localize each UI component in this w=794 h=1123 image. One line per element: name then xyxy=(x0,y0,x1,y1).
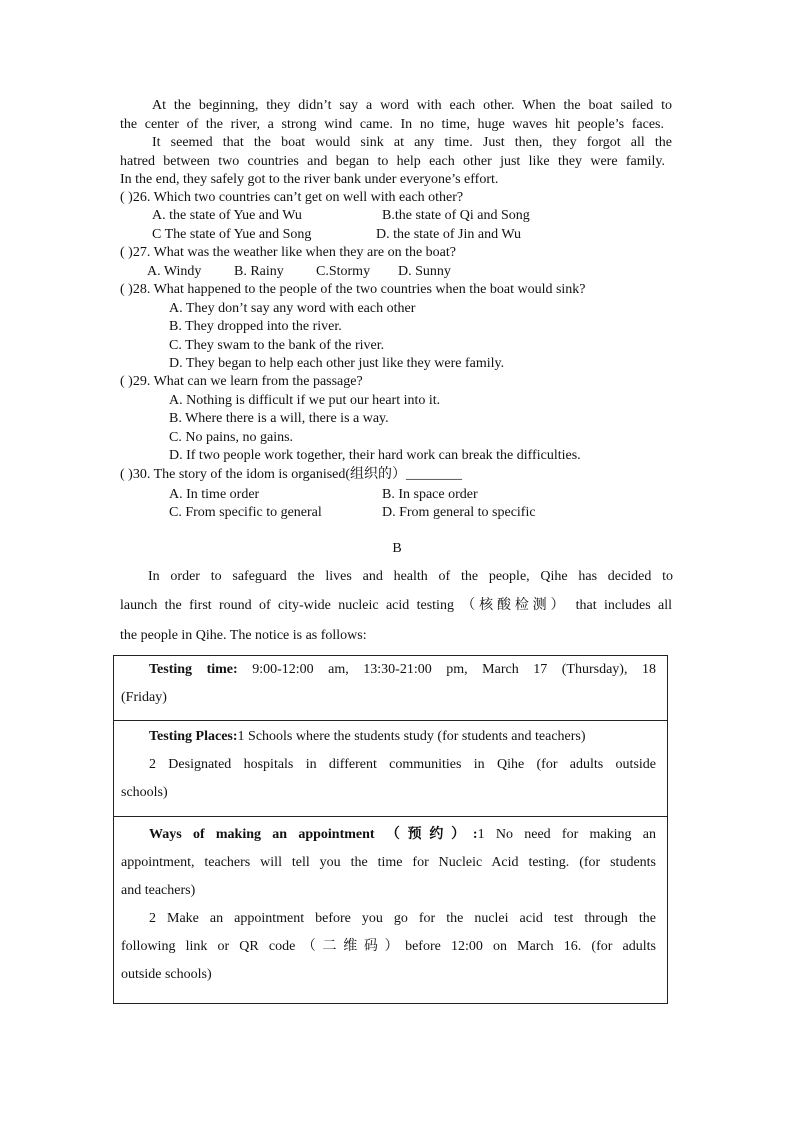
question-28-option-b: B. They dropped into the river. xyxy=(169,319,342,334)
question-30-option-a: A. In time order xyxy=(169,487,260,502)
ways-item-2: 2 Make an appointment before you go for the nuclei acid test through the xyxy=(149,911,656,926)
notice-testing-time-cell xyxy=(114,656,667,721)
section-b-intro-line3: the people in Qihe. The notice is as follows: xyxy=(120,628,367,643)
testing-time-line2: (Friday) xyxy=(121,690,167,705)
question-27-option-d: D. Sunny xyxy=(398,264,451,279)
testing-places-label: Testing Places: xyxy=(149,729,238,744)
places-line1 xyxy=(121,723,656,751)
ways-item-1-cont: appointment, teachers will tell you the time for Nucleic Acid testing. (for students xyxy=(121,855,656,870)
ways-label: Ways of making an appointment （预约）: xyxy=(149,827,478,842)
question-29-option-b: B. Where there is a will, there is a way. xyxy=(169,411,389,426)
testing-time-label: Testing time: xyxy=(149,662,238,677)
question-28-option-d: D. They began to help each other just like they were family. xyxy=(169,356,505,371)
passage-a-para2-line2: hatred between two countries and began to help each other just like they were family. xyxy=(120,154,665,169)
question-28-stem: ( )28. What happened to the people of the two countries when the boat would sink? xyxy=(120,282,586,297)
passage-a-para2-line3: In the end, they safely got to the river bank under everyone’s effort. xyxy=(120,172,499,187)
question-30-option-b: B. In space order xyxy=(382,487,478,502)
ways-item-2-cont: following link or QR code（二维码）before 12:00 on March 16. (for adults xyxy=(121,939,656,954)
ways-item-2-end: outside schools) xyxy=(121,967,212,982)
question-28-option-c: C. They swam to the bank of the river. xyxy=(169,338,385,353)
question-26-option-d: D. the state of Jin and Wu xyxy=(376,227,521,242)
notice-appointment-cell xyxy=(114,817,667,1003)
question-29-option-a: A. Nothing is difficult if we put our heart into it. xyxy=(169,393,441,408)
places-item-2: 2 Designated hospitals in different communities in Qihe (for adults outside xyxy=(149,757,656,772)
question-30-option-c: C. From specific to general xyxy=(169,505,322,520)
notice-table xyxy=(113,655,668,1004)
question-29-option-d: D. If two people work together, their hard work can break the difficulties. xyxy=(169,448,581,463)
question-26-option-b: B.the state of Qi and Song xyxy=(382,208,530,223)
ways-item-1: 1 No need for making an xyxy=(477,827,656,842)
testing-time-line1 xyxy=(121,656,656,684)
question-27-option-c: C.Stormy xyxy=(316,264,371,279)
passage-a-para1-line2: the center of the river, a strong wind came. In no time, huge waves hit people’s faces. xyxy=(120,117,664,132)
section-b-intro-line2: launch the first round of city-wide nucleic acid testing （核酸检测） that includes all xyxy=(120,598,672,613)
testing-time-value: 9:00-12:00 am, 13:30-21:00 pm, March 17 (Thursday), 18 xyxy=(252,662,656,677)
passage-a-para1-line1: At the beginning, they didn’t say a word with each other. When the boat sailed to xyxy=(152,98,672,113)
places-item-2-cont: schools) xyxy=(121,785,168,800)
question-27-option-b: B. Rainy xyxy=(234,264,284,279)
question-26-stem: ( )26. Which two countries can’t get on well with each other? xyxy=(120,190,464,205)
notice-testing-places-cell xyxy=(114,721,667,817)
question-29-stem: ( )29. What can we learn from the passage? xyxy=(120,374,363,389)
question-26-option-a: A. the state of Yue and Wu xyxy=(152,208,302,223)
section-b-intro-line1: In order to safeguard the lives and health of the people, Qihe has decided to xyxy=(148,569,673,584)
section-b-heading: B xyxy=(392,541,402,556)
question-29-option-c: C. No pains, no gains. xyxy=(169,430,294,445)
ways-item-1-end: and teachers) xyxy=(121,883,196,898)
question-30-stem: ( )30. The story of the idom is organised(组织的）________ xyxy=(120,467,463,482)
ways-line1 xyxy=(121,821,656,849)
question-27-stem: ( )27. What was the weather like when they are on the boat? xyxy=(120,245,456,260)
question-27-option-a: A. Windy xyxy=(147,264,202,279)
places-item-1: 1 Schools where the students study (for students and teachers) xyxy=(237,729,586,744)
question-28-option-a: A. They don’t say any word with each other xyxy=(169,301,416,316)
passage-a-para2-line1: It seemed that the boat would sink at any time. Just then, they forgot all the xyxy=(152,135,672,150)
question-26-option-c: C The state of Yue and Song xyxy=(152,227,312,242)
question-30-option-d: D. From general to specific xyxy=(382,505,536,520)
